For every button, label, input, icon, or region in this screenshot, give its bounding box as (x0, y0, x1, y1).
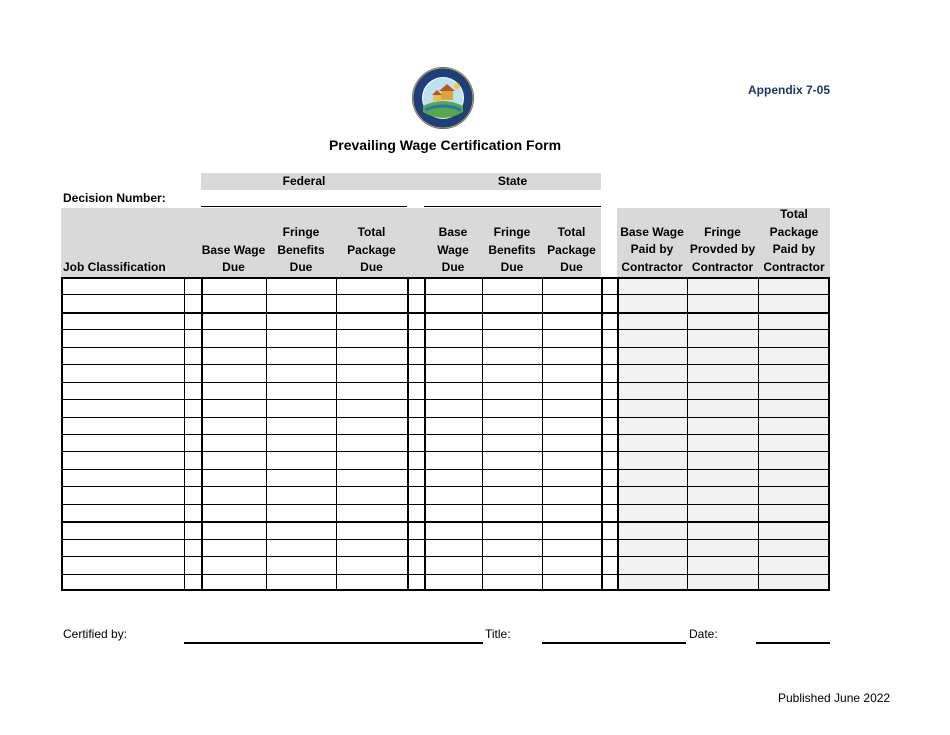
grid-cell[interactable] (201, 277, 266, 294)
grid-cell[interactable] (184, 539, 201, 556)
appendix-label: Appendix 7-05 (748, 83, 831, 97)
state-base-wage-header: Base Wage Due (437, 225, 469, 274)
wage-entry-grid (61, 277, 830, 591)
grid-cell[interactable] (601, 277, 617, 294)
grid-cell[interactable] (184, 417, 201, 434)
grid-cell[interactable] (201, 399, 266, 416)
grid-cell[interactable] (758, 277, 830, 294)
grid-cell[interactable] (758, 294, 830, 311)
grid-cell[interactable] (201, 539, 266, 556)
grid-cell[interactable] (687, 434, 758, 451)
grid-cell[interactable] (687, 486, 758, 503)
grid-cell[interactable] (687, 277, 758, 294)
grid-cell[interactable] (424, 399, 482, 416)
grid-cell[interactable] (201, 451, 266, 468)
grid-cell[interactable] (542, 434, 601, 451)
grid-cell[interactable] (407, 312, 424, 329)
federal-decision-number-field[interactable] (201, 206, 407, 207)
grid-cell[interactable] (687, 347, 758, 364)
grid-cell[interactable] (542, 417, 601, 434)
grid-cell[interactable] (482, 434, 542, 451)
grid-cell[interactable] (617, 469, 687, 486)
grid-cell[interactable] (266, 329, 336, 346)
grid-cell[interactable] (687, 451, 758, 468)
grid-cell[interactable] (201, 417, 266, 434)
grid-cell[interactable] (184, 347, 201, 364)
grid-cell[interactable] (266, 556, 336, 573)
grid-cell[interactable] (542, 312, 601, 329)
state-total-header: Total Package Due (547, 225, 596, 274)
grid-cell[interactable] (482, 539, 542, 556)
grid-cell[interactable] (601, 347, 617, 364)
grid-cell[interactable] (687, 294, 758, 311)
grid-cell[interactable] (482, 486, 542, 503)
grid-cell[interactable] (184, 329, 201, 346)
grid-cell[interactable] (184, 382, 201, 399)
grid-cell[interactable] (201, 294, 266, 311)
grid-cell[interactable] (336, 469, 407, 486)
grid-cell[interactable] (758, 347, 830, 364)
grid-cell[interactable] (601, 451, 617, 468)
grid-cell[interactable] (407, 504, 424, 521)
grid-cell[interactable] (266, 486, 336, 503)
grid-cell[interactable] (407, 294, 424, 311)
decision-number-label: Decision Number: (63, 191, 166, 205)
grid-cell[interactable] (424, 504, 482, 521)
grid-cell[interactable] (758, 364, 830, 381)
grid-cell[interactable] (201, 329, 266, 346)
grid-cell[interactable] (482, 399, 542, 416)
grid-cell[interactable] (424, 521, 482, 538)
grid-cell[interactable] (601, 294, 617, 311)
grid-cell[interactable] (424, 469, 482, 486)
certified-by-field[interactable] (184, 642, 483, 644)
grid-cell[interactable] (407, 364, 424, 381)
grid-cell[interactable] (424, 417, 482, 434)
grid-cell[interactable] (601, 486, 617, 503)
grid-cell[interactable] (61, 539, 184, 556)
grid-cell[interactable] (758, 312, 830, 329)
grid-cell[interactable] (601, 469, 617, 486)
grid-cell[interactable] (601, 417, 617, 434)
grid-cell[interactable] (601, 382, 617, 399)
grid-cell[interactable] (617, 521, 687, 538)
grid-cell[interactable] (266, 347, 336, 364)
grid-cell[interactable] (201, 556, 266, 573)
grid-cell[interactable] (482, 504, 542, 521)
grid-cell[interactable] (201, 504, 266, 521)
grid-cell[interactable] (617, 277, 687, 294)
grid-cell[interactable] (407, 382, 424, 399)
grid-cell[interactable] (758, 504, 830, 521)
grid-cell[interactable] (542, 486, 601, 503)
grid-cell[interactable] (184, 294, 201, 311)
grid-cell[interactable] (266, 382, 336, 399)
grid-cell[interactable] (61, 364, 184, 381)
grid-cell[interactable] (687, 521, 758, 538)
grid-cell[interactable] (61, 294, 184, 311)
grid-cell[interactable] (617, 539, 687, 556)
grid-cell[interactable] (617, 364, 687, 381)
certified-by-label: Certified by: (63, 627, 128, 641)
grid-cell[interactable] (617, 434, 687, 451)
grid-cell[interactable] (617, 294, 687, 311)
grid-cell[interactable] (687, 364, 758, 381)
grid-cell[interactable] (266, 521, 336, 538)
grid-cell[interactable] (336, 417, 407, 434)
grid-cell[interactable] (601, 539, 617, 556)
grid-cell[interactable] (61, 347, 184, 364)
grid-cell[interactable] (601, 434, 617, 451)
grid-cell[interactable] (61, 504, 184, 521)
grid-cell[interactable] (184, 469, 201, 486)
grid-cell[interactable] (61, 486, 184, 503)
grid-cell[interactable] (336, 312, 407, 329)
grid-cell[interactable] (542, 521, 601, 538)
grid-cell[interactable] (542, 504, 601, 521)
hcd-seal-logo (411, 66, 475, 130)
grid-cell[interactable] (336, 399, 407, 416)
grid-cell[interactable] (201, 434, 266, 451)
grid-cell[interactable] (407, 486, 424, 503)
grid-cell[interactable] (482, 469, 542, 486)
grid-cell[interactable] (266, 469, 336, 486)
grid-cell[interactable] (687, 504, 758, 521)
federal-group-label: Federal (282, 174, 326, 188)
grid-cell[interactable] (336, 434, 407, 451)
grid-cell[interactable] (758, 469, 830, 486)
grid-cell[interactable] (601, 312, 617, 329)
grid-cell[interactable] (482, 382, 542, 399)
grid-cell[interactable] (482, 556, 542, 573)
grid-cell[interactable] (61, 277, 184, 294)
title-field[interactable] (542, 642, 686, 644)
grid-cell[interactable] (758, 382, 830, 399)
grid-cell[interactable] (266, 417, 336, 434)
grid-cell[interactable] (601, 521, 617, 538)
grid-cell[interactable] (336, 539, 407, 556)
grid-cell[interactable] (601, 504, 617, 521)
grid-cell[interactable] (61, 329, 184, 346)
grid-cell[interactable] (617, 486, 687, 503)
grid-cell[interactable] (266, 277, 336, 294)
job-classification-header: Job Classification (63, 260, 166, 274)
grid-cell[interactable] (617, 312, 687, 329)
grid-cell[interactable] (424, 364, 482, 381)
grid-cell[interactable] (482, 347, 542, 364)
grid-cell[interactable] (424, 277, 482, 294)
grid-cell[interactable] (266, 364, 336, 381)
grid-cell[interactable] (424, 382, 482, 399)
grid-cell[interactable] (601, 399, 617, 416)
grid-cell[interactable] (542, 294, 601, 311)
grid-cell[interactable] (266, 312, 336, 329)
grid-cell[interactable] (758, 434, 830, 451)
grid-cell[interactable] (542, 277, 601, 294)
grid-cell[interactable] (542, 382, 601, 399)
grid-cell[interactable] (542, 399, 601, 416)
grid-cell[interactable] (336, 277, 407, 294)
grid-cell[interactable] (424, 451, 482, 468)
grid-cell[interactable] (407, 329, 424, 346)
grid-cell[interactable] (542, 539, 601, 556)
published-date: Published June 2022 (778, 691, 891, 705)
grid-cell[interactable] (201, 486, 266, 503)
grid-cell[interactable] (758, 417, 830, 434)
grid-cell[interactable] (61, 399, 184, 416)
grid-cell[interactable] (266, 434, 336, 451)
grid-cell[interactable] (336, 504, 407, 521)
grid-cell[interactable] (407, 521, 424, 538)
grid-cell[interactable] (266, 294, 336, 311)
grid-cell[interactable] (482, 294, 542, 311)
federal-base-wage-header: Base Wage Due (201, 242, 266, 274)
grid-cell[interactable] (336, 486, 407, 503)
grid-cell[interactable] (617, 556, 687, 573)
grid-cell[interactable] (424, 312, 482, 329)
grid-cell[interactable] (542, 364, 601, 381)
grid-cell[interactable] (687, 539, 758, 556)
grid-cell[interactable] (201, 382, 266, 399)
grid-cell[interactable] (687, 382, 758, 399)
grid-cell[interactable] (424, 347, 482, 364)
grid-cell[interactable] (201, 347, 266, 364)
grid-cell[interactable] (542, 329, 601, 346)
grid-cell[interactable] (617, 347, 687, 364)
grid-cell[interactable] (336, 521, 407, 538)
grid-cell[interactable] (184, 399, 201, 416)
grid-cell[interactable] (424, 434, 482, 451)
grid-cell[interactable] (407, 417, 424, 434)
grid-cell[interactable] (617, 399, 687, 416)
grid-cell[interactable] (336, 556, 407, 573)
date-label: Date: (689, 627, 718, 641)
grid-cell[interactable] (61, 556, 184, 573)
grid-cell[interactable] (542, 451, 601, 468)
grid-cell[interactable] (482, 329, 542, 346)
grid-cell[interactable] (601, 556, 617, 573)
grid-cell[interactable] (424, 486, 482, 503)
grid-cell[interactable] (482, 451, 542, 468)
grid-cell[interactable] (184, 486, 201, 503)
grid-cell[interactable] (184, 504, 201, 521)
grid-cell[interactable] (424, 329, 482, 346)
grid-cell[interactable] (61, 312, 184, 329)
grid-cell[interactable] (617, 329, 687, 346)
grid-cell[interactable] (617, 504, 687, 521)
grid-cell[interactable] (184, 556, 201, 573)
grid-cell[interactable] (407, 434, 424, 451)
grid-cell[interactable] (687, 417, 758, 434)
grid-cell[interactable] (61, 417, 184, 434)
grid-cell[interactable] (184, 277, 201, 294)
grid-row-line (61, 589, 830, 591)
grid-cell[interactable] (407, 469, 424, 486)
grid-cell[interactable] (482, 521, 542, 538)
form-title: Prevailing Wage Certification Form (328, 137, 562, 153)
federal-fringe-header: Fringe Benefits Due (277, 225, 325, 274)
grid-cell[interactable] (201, 364, 266, 381)
grid-cell[interactable] (184, 521, 201, 538)
grid-cell[interactable] (407, 399, 424, 416)
grid-cell[interactable] (61, 521, 184, 538)
grid-cell[interactable] (758, 329, 830, 346)
grid-cell[interactable] (424, 556, 482, 573)
federal-total-header: Total Package Due (347, 225, 396, 274)
grid-cell[interactable] (617, 451, 687, 468)
grid-cell[interactable] (482, 364, 542, 381)
state-fringe-header: Fringe Benefits Due (488, 225, 536, 274)
grid-cell[interactable] (482, 312, 542, 329)
grid-cell[interactable] (61, 469, 184, 486)
contractor-base-wage-header: Base Wage Paid by Contractor (620, 224, 684, 274)
grid-cell[interactable] (336, 382, 407, 399)
contractor-fringe-header: Fringe Provded by Contractor (689, 224, 756, 274)
grid-cell[interactable] (758, 521, 830, 538)
grid-cell[interactable] (617, 417, 687, 434)
grid-cell[interactable] (542, 556, 601, 573)
grid-cell[interactable] (407, 277, 424, 294)
grid-cell[interactable] (184, 434, 201, 451)
grid-cell[interactable] (542, 347, 601, 364)
grid-cell[interactable] (336, 329, 407, 346)
grid-cell[interactable] (61, 434, 184, 451)
grid-cell[interactable] (266, 539, 336, 556)
grid-cell[interactable] (687, 329, 758, 346)
grid-cell[interactable] (407, 539, 424, 556)
grid-cell[interactable] (407, 347, 424, 364)
grid-cell[interactable] (601, 329, 617, 346)
grid-cell[interactable] (758, 399, 830, 416)
grid-cell[interactable] (201, 469, 266, 486)
grid-cell[interactable] (687, 556, 758, 573)
grid-cell[interactable] (424, 539, 482, 556)
grid-cell[interactable] (61, 382, 184, 399)
grid-cell[interactable] (407, 556, 424, 573)
title-label: Title: (485, 627, 511, 641)
grid-cell[interactable] (184, 451, 201, 468)
grid-cell[interactable] (266, 451, 336, 468)
grid-cell[interactable] (687, 469, 758, 486)
grid-cell[interactable] (758, 556, 830, 573)
grid-cell[interactable] (266, 399, 336, 416)
grid-cell[interactable] (201, 521, 266, 538)
grid-cell[interactable] (336, 347, 407, 364)
grid-cell[interactable] (601, 364, 617, 381)
grid-cell[interactable] (687, 312, 758, 329)
state-group-label: State (497, 174, 528, 188)
date-field[interactable] (756, 642, 830, 644)
grid-cell[interactable] (336, 364, 407, 381)
grid-cell[interactable] (758, 486, 830, 503)
grid-cell[interactable] (336, 294, 407, 311)
grid-cell[interactable] (482, 417, 542, 434)
grid-cell[interactable] (336, 451, 407, 468)
grid-cell[interactable] (758, 539, 830, 556)
grid-cell[interactable] (482, 277, 542, 294)
grid-cell[interactable] (617, 382, 687, 399)
grid-cell[interactable] (758, 451, 830, 468)
grid-cell[interactable] (407, 451, 424, 468)
grid-cell[interactable] (424, 294, 482, 311)
grid-cell[interactable] (201, 312, 266, 329)
grid-cell[interactable] (687, 399, 758, 416)
contractor-total-header: Total Package Paid by Contractor (763, 207, 825, 274)
grid-cell[interactable] (61, 451, 184, 468)
grid-cell[interactable] (184, 312, 201, 329)
grid-cell[interactable] (266, 504, 336, 521)
state-decision-number-field[interactable] (424, 206, 601, 207)
grid-cell[interactable] (184, 364, 201, 381)
grid-cell[interactable] (542, 469, 601, 486)
